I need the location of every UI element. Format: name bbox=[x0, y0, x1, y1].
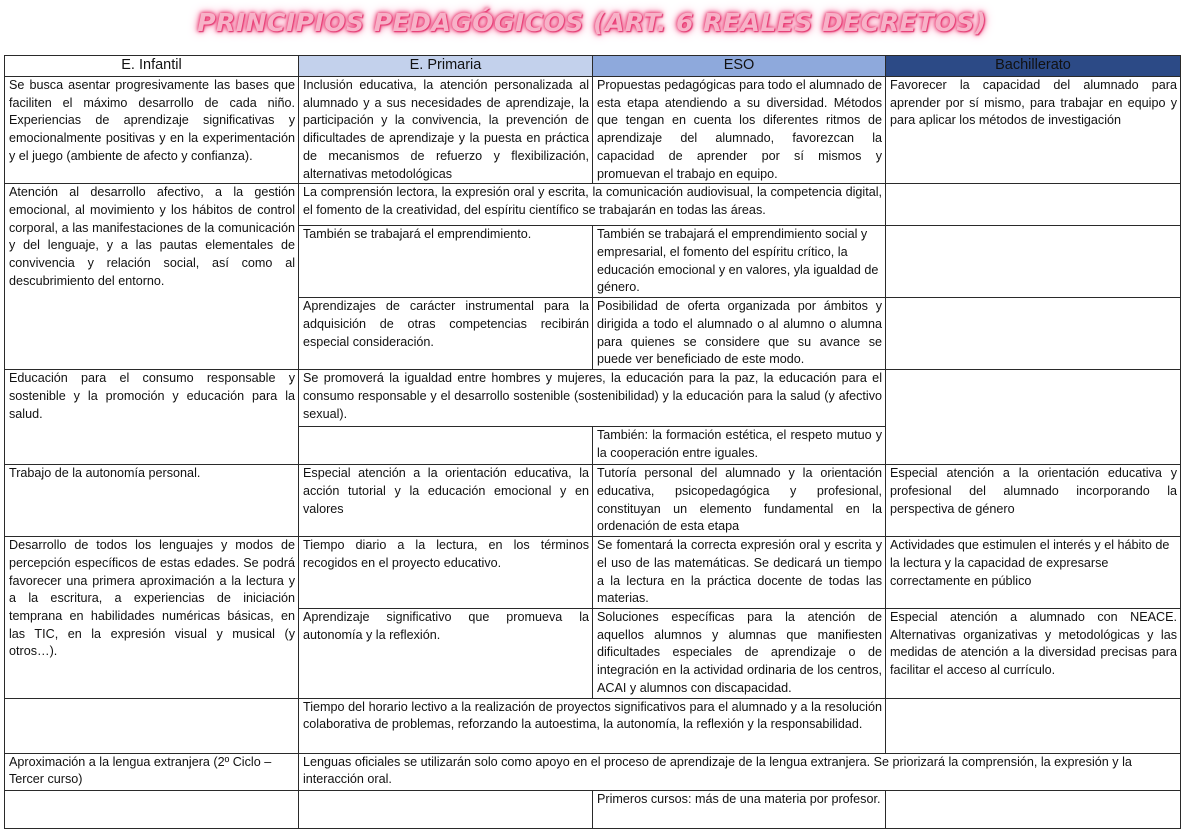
table-row bbox=[5, 465, 1181, 537]
cell-primaria: También se trabajará el emprendimiento. bbox=[299, 226, 593, 298]
cell-infantil: Se busca asentar progresivamente las bases que faciliten el máximo desarrollo de cada niño. Experiencias de aprendizaje significativas y emocionalmente positivas y en la experimentación y el juego (ambiente de afecto y confianza). bbox=[5, 77, 299, 184]
table-row bbox=[5, 370, 1181, 427]
table-row bbox=[5, 698, 1181, 753]
cell-infantil: Atención al desarrollo afectivo, a la gestión emocional, al movimiento y los hábitos de control corporal, a las manifestaciones de la comunicación y del lenguaje, y a las pautas elementales de convivencia y relación social, así como al descubrimiento del entorno. bbox=[5, 184, 299, 370]
cell-bachillerato-empty bbox=[886, 790, 1181, 828]
cell-primaria-eso: Tiempo del horario lectivo a la realización de proyectos significativos para el alumnado y a la resolución colaborativa de problemas, reforzando la autoestima, la autonomía, la reflexión y la responsabilidad. bbox=[299, 698, 886, 753]
cell-primaria-empty bbox=[299, 790, 593, 828]
page-title: PRINCIPIOS PEDAGÓGICOS (ART. 6 REALES DECRETOS) bbox=[197, 8, 987, 37]
cell-bachillerato: Especial atención a la orientación educativa y profesional del alumnado incorporando la perspectiva de género bbox=[886, 465, 1181, 537]
table-row bbox=[5, 77, 1181, 184]
cell-bachillerato-empty bbox=[886, 298, 1181, 370]
cell-primaria: Aprendizaje significativo que promueva la autonomía y la reflexión. bbox=[299, 609, 593, 699]
cell-bachillerato-empty bbox=[886, 184, 1181, 226]
cell-infantil: Desarrollo de todos los lenguajes y modos de percepción específicos de estas edades. Se podrá favorecer una primera aproximación a la lectura y a la escritura, a experiencias de iniciación temprana en habilidades numéricas básicas, en las TIC, en la expresión visual y musical (y otros…). bbox=[5, 537, 299, 698]
header-bachillerato: Bachillerato bbox=[886, 56, 1181, 77]
cell-infantil: Educación para el consumo responsable y sostenible y la promoción y educación para la salud. bbox=[5, 370, 299, 465]
cell-bachillerato-empty bbox=[886, 226, 1181, 298]
cell-eso: Propuestas pedagógicas para todo el alumnado de esta etapa atendiendo a su diversidad. Métodos que tengan en cuenta los diferentes ritmos de aprendizaje del alumnado, favorezcan la capacidad de aprender por sí mismos y promuevan el trabajo en equipo. bbox=[593, 77, 886, 184]
cell-eso: También: la formación estética, el respeto mutuo y la cooperación entre iguales. bbox=[593, 427, 886, 465]
cell-bachillerato-empty bbox=[886, 698, 1181, 753]
pedagogical-principles-table bbox=[4, 55, 1181, 829]
header-eso: ESO bbox=[593, 56, 886, 77]
header-row bbox=[5, 56, 1181, 77]
cell-primaria: Tiempo diario a la lectura, en los términos recogidos en el proyecto educativo. bbox=[299, 537, 593, 609]
cell-primaria: Inclusión educativa, la atención personalizada al alumnado y a sus necesidades de aprendizaje, la participación y la convivencia, la prevención de dificultades de aprendizaje y la puesta en práctica de mecanismos de refuerzo y flexibilización, alternativas metodológicas bbox=[299, 77, 593, 184]
cell-primaria-empty bbox=[299, 427, 593, 465]
cell-infantil: Aproximación a la lengua extranjera (2º Ciclo – Tercer curso) bbox=[5, 753, 299, 790]
cell-infantil: Trabajo de la autonomía personal. bbox=[5, 465, 299, 537]
cell-eso: Se fomentará la correcta expresión oral y escrita y el uso de las matemáticas. Se dedicará un tiempo a la lectura en la práctica docente de todas las materias. bbox=[593, 537, 886, 609]
cell-bachillerato: Especial atención a alumnado con NEACE. Alternativas organizativas y metodológicas y las medidas de atención a la diversidad precisas para facilitar el acceso al currículo. bbox=[886, 609, 1181, 699]
cell-bachillerato-empty bbox=[886, 370, 1181, 465]
header-primaria: E. Primaria bbox=[299, 56, 593, 77]
cell-eso: Posibilidad de oferta organizada por ámbitos y dirigida a todo el alumnado o al alumno o alumna para quienes se considere que su avance se puede ver beneficiado de este modo. bbox=[593, 298, 886, 370]
cell-infantil-empty bbox=[5, 698, 299, 753]
table-row bbox=[5, 790, 1181, 828]
cell-primaria-eso-bachillerato: Lenguas oficiales se utilizarán solo como apoyo en el proceso de aprendizaje de la lengua extranjera. Se priorizará la comprensión, la expresión y la interacción oral. bbox=[299, 753, 1181, 790]
cell-bachillerato: Actividades que estimulen el interés y el hábito de la lectura y la capacidad de expresarse correctamente en público bbox=[886, 537, 1181, 609]
cell-eso: Tutoría personal del alumnado y la orientación educativa, psicopedagógica y profesional, constituyan un elemento fundamental en la ordenación de esta etapa bbox=[593, 465, 886, 537]
cell-primaria-eso: La comprensión lectora, la expresión oral y escrita, la comunicación audiovisual, la competencia digital, el fomento de la creatividad, del espíritu científico se trabajarán en todas las áreas. bbox=[299, 184, 886, 226]
cell-primaria: Aprendizajes de carácter instrumental para la adquisición de otras competencias recibirán especial consideración. bbox=[299, 298, 593, 370]
cell-primaria: Especial atención a la orientación educativa, la acción tutorial y la educación emocional y en valores bbox=[299, 465, 593, 537]
cell-primaria-eso: Se promoverá la igualdad entre hombres y mujeres, la educación para la paz, la educación para el consumo responsable y el desarrollo sostenible (sostenibilidad) y la educación para la salud (y afectivo sexual). bbox=[299, 370, 886, 427]
table-row bbox=[5, 184, 1181, 226]
cell-eso: Primeros cursos: más de una materia por profesor. bbox=[593, 790, 886, 828]
header-infantil: E. Infantil bbox=[5, 56, 299, 77]
cell-eso: También se trabajará el emprendimiento social y empresarial, el fomento del espíritu crítico, la educación emocional y en valores, yla igualdad de género. bbox=[593, 226, 886, 298]
cell-infantil-empty bbox=[5, 790, 299, 828]
cell-bachillerato: Favorecer la capacidad del alumnado para aprender por sí mismo, para trabajar en equipo y para aplicar los métodos de investigación bbox=[886, 77, 1181, 184]
cell-eso: Soluciones específicas para la atención de aquellos alumnos y alumnas que manifiesten dificultades especiales de aprendizaje o de integración en la actividad ordinaria de los centros, ACAI y alumnos con discapacidad. bbox=[593, 609, 886, 699]
table-row bbox=[5, 753, 1181, 790]
table-row bbox=[5, 537, 1181, 609]
